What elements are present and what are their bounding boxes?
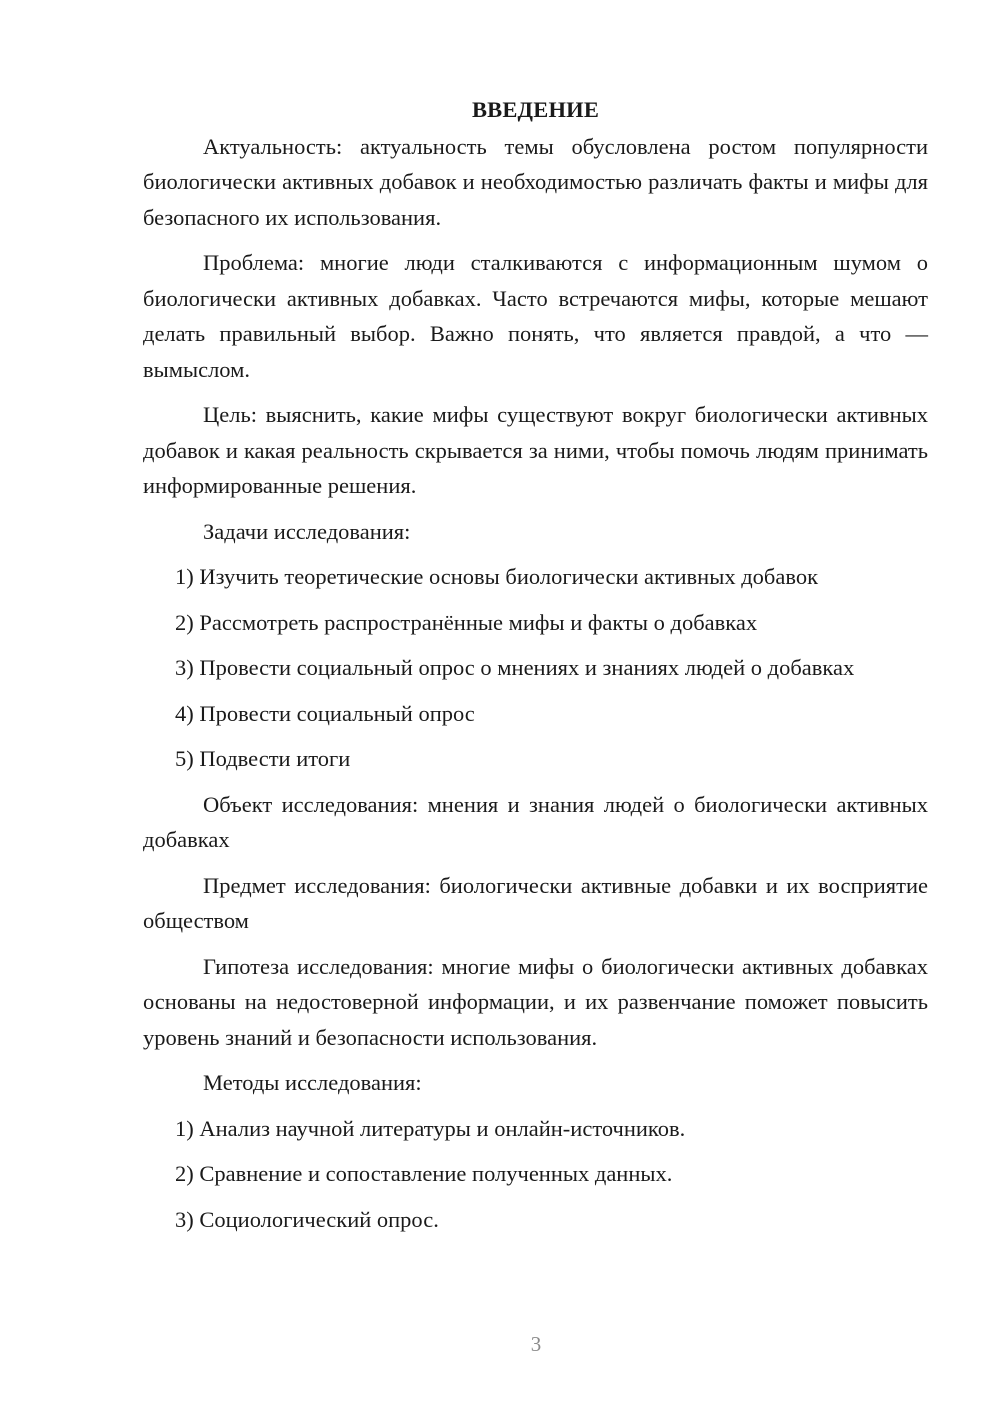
method-item: 1) Анализ научной литературы и онлайн-источников. bbox=[175, 1115, 686, 1141]
task-item: 4) Провести социальный опрос bbox=[175, 700, 475, 726]
task-item: 3) Провести социальный опрос о мнениях и знаниях людей о добавках bbox=[175, 655, 855, 680]
paragraph-subject: Предмет исследования: биологически активные добавки и их восприятие обществом bbox=[143, 872, 928, 933]
tasks-heading: Задачи исследования: bbox=[203, 518, 411, 544]
methods-heading: Методы исследования: bbox=[203, 1070, 422, 1095]
page-content bbox=[143, 92, 928, 1247]
paragraph-goal: Цель: выяснить, какие мифы существуют вокруг биологически активных добавок и какая реальность скрывается за ними, чтобы помочь людям принимать информированные решения. bbox=[143, 402, 928, 498]
paragraph-problem: Проблема: многие люди сталкиваются с информационным шумом о биологически активных добавках. Часто встречаются мифы, которые мешают делать правильный выбор. Важно понять, что является правдой, а что — вымыслом. bbox=[143, 250, 928, 382]
method-item: 2) Сравнение и сопоставление полученных данных. bbox=[175, 1161, 673, 1186]
paragraph-object: Объект исследования: мнения и знания людей о биологически активных добавках bbox=[143, 791, 928, 852]
method-item: 3) Социологический опрос. bbox=[175, 1206, 439, 1232]
task-item: 1) Изучить теоретические основы биологически активных добавок bbox=[175, 564, 818, 589]
page-number: 3 bbox=[530, 1332, 542, 1356]
paragraph-hypothesis: Гипотеза исследования: многие мифы о биологически активных добавках основаны на недостоверной информации, и их развенчание поможет повысить уровень знаний и безопасности использования. bbox=[143, 953, 928, 1050]
paragraph-relevance: Актуальность: актуальность темы обусловлена ростом популярности биологически активных добавок и необходимостью различать факты и мифы для безопасного их использования. bbox=[143, 133, 928, 230]
task-item: 2) Рассмотреть распространённые мифы и факты о добавках bbox=[175, 609, 758, 635]
task-item: 5) Подвести итоги bbox=[175, 746, 351, 771]
section-title: ВВЕДЕНИЕ bbox=[471, 97, 600, 122]
